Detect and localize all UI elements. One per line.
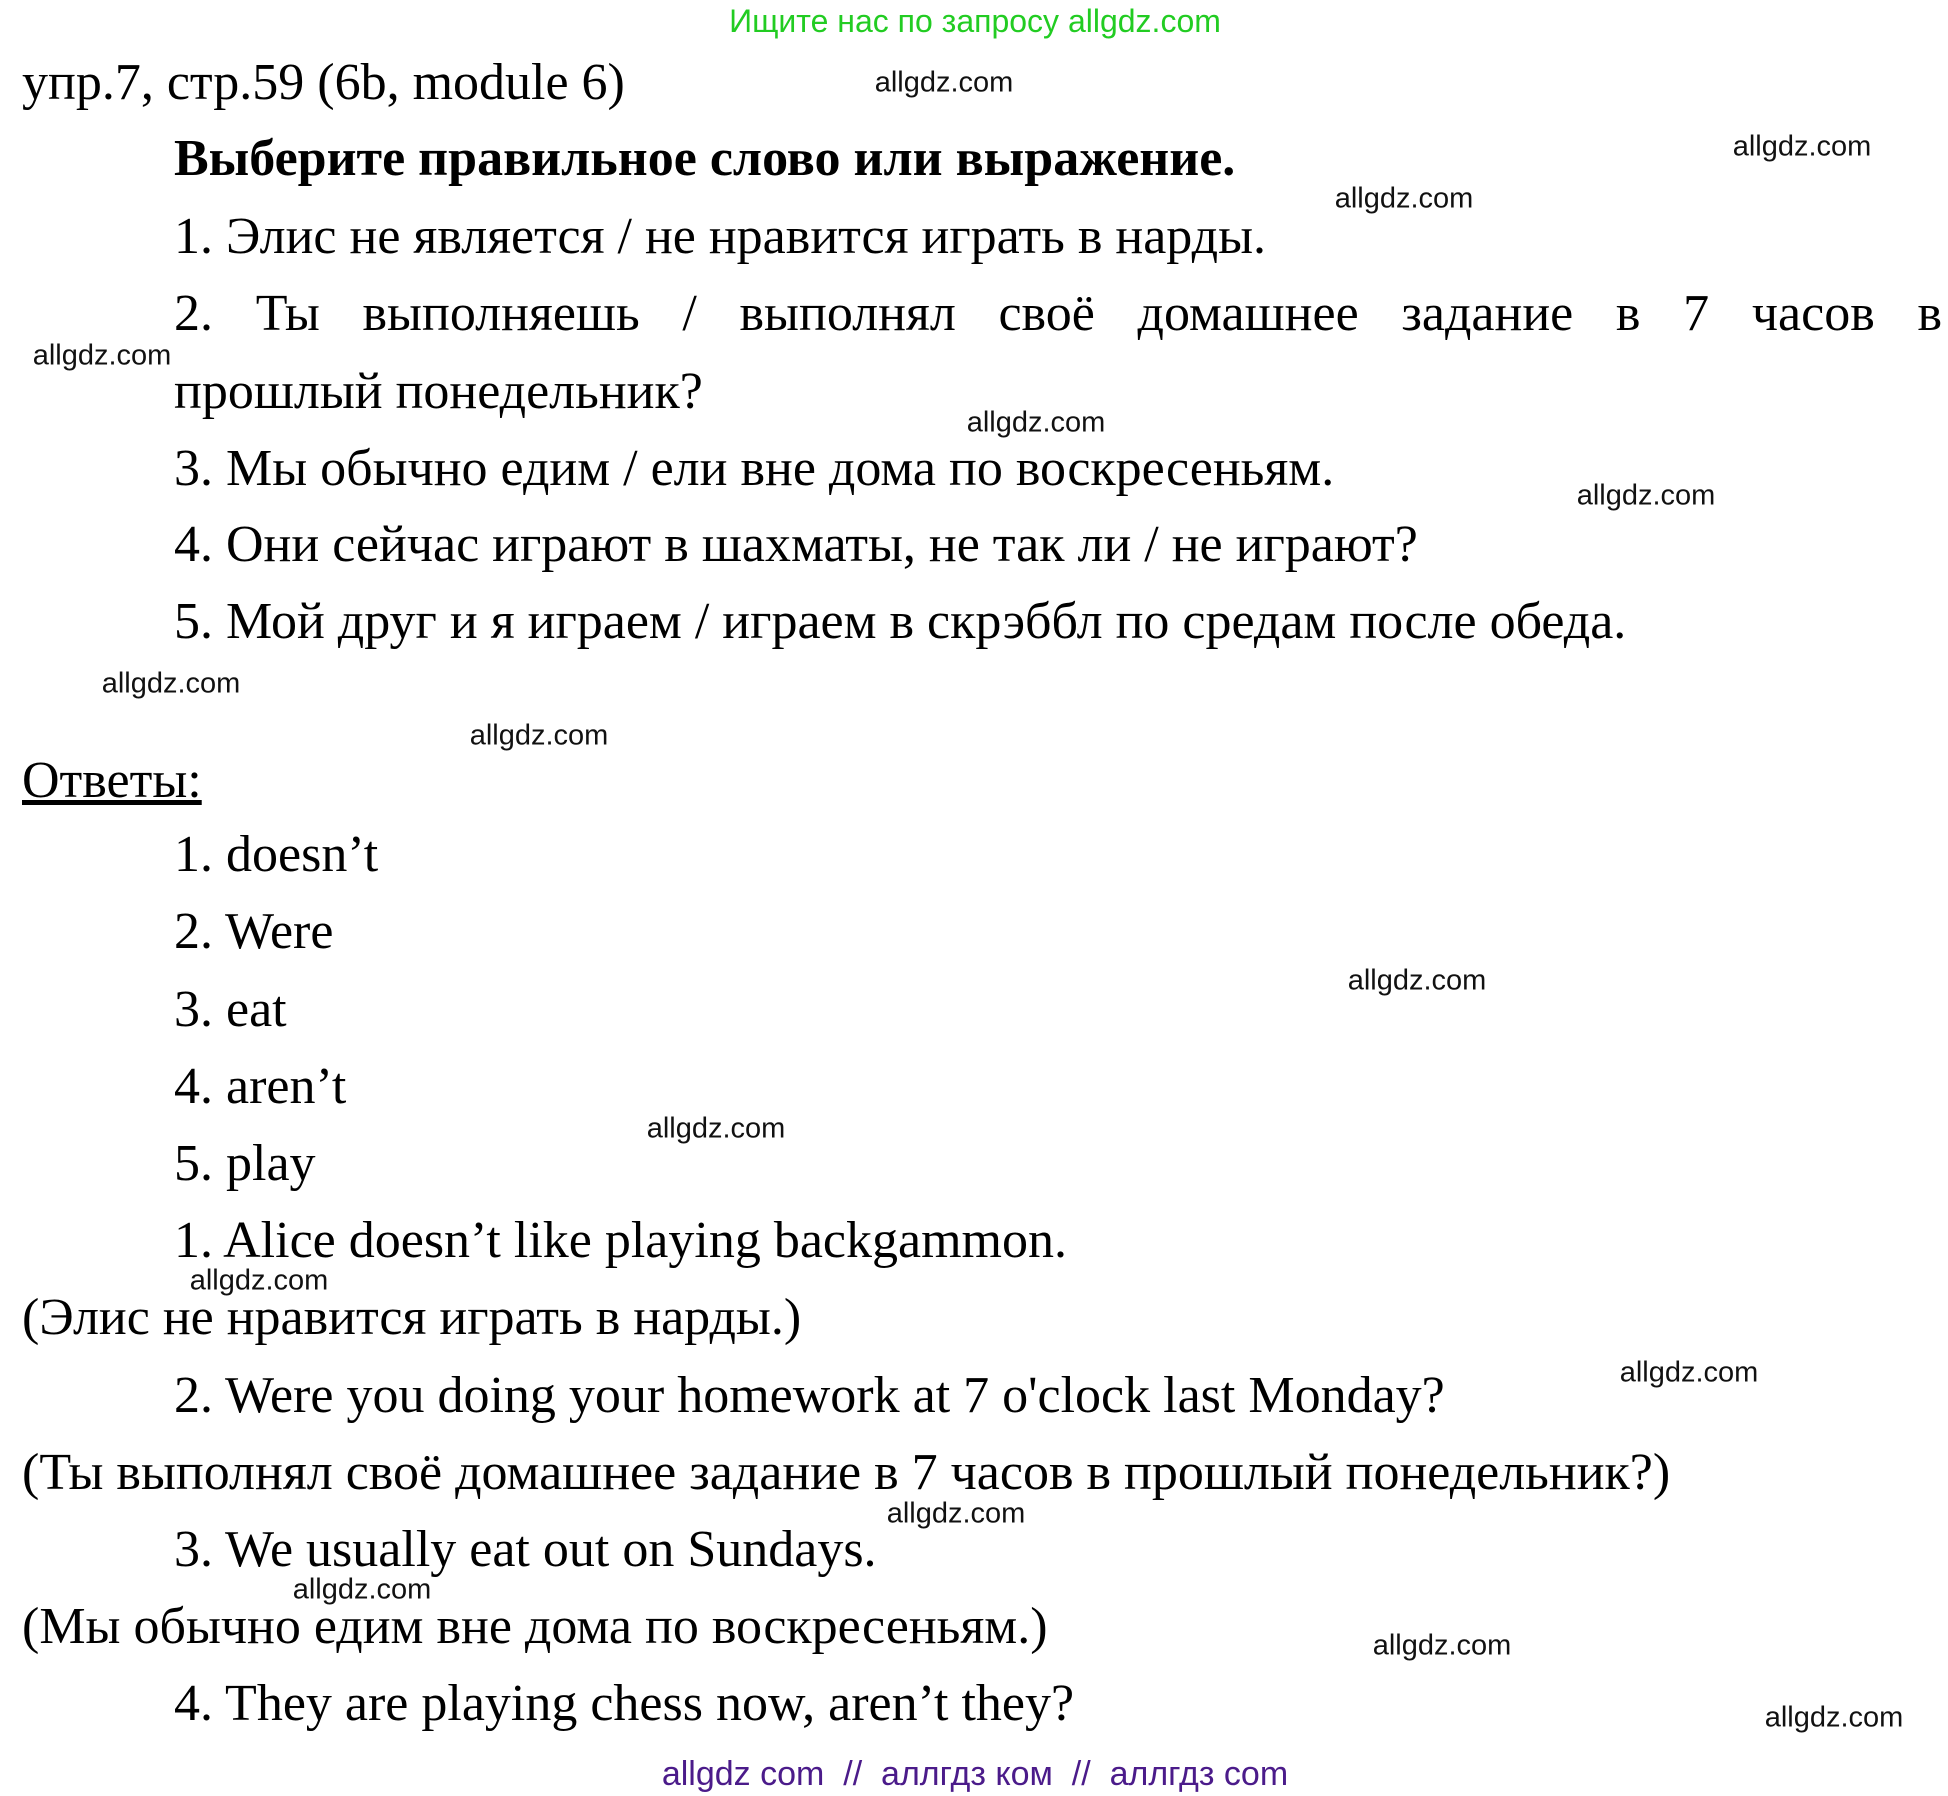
watermark: allgdz.com [1619,1356,1759,1389]
footer-links: allgdz com // аллгдз ком // аллгдз com [661,1755,1289,1793]
watermark: allgdz.com [646,1112,786,1145]
answer-translation: (Ты выполнял своё домашнее задание в 7 часов в прошлый понедельник?) [22,1444,1671,1501]
watermark: allgdz.com [1347,964,1487,997]
short-answer: 2. Were [174,903,334,960]
answer-translation: (Элис не нравится играть в нарды.) [22,1289,802,1346]
watermark: allgdz.com [32,339,172,372]
watermark: allgdz.com [966,406,1106,439]
watermark: allgdz.com [874,66,1014,99]
task-item-1: 1. Элис не является / не нравится играть в нарды. [174,208,1266,265]
short-answer: 3. eat [174,981,287,1038]
short-answer: 5. play [174,1135,316,1192]
watermark: allgdz.com [101,667,241,700]
short-answer: 1. doesn’t [174,826,379,883]
answers-heading: Ответы: [22,752,202,809]
watermark: allgdz.com [469,719,609,752]
short-answer: 4. aren’t [174,1058,347,1115]
watermark: allgdz.com [886,1497,1026,1530]
task-item-5: 5. Мой друг и я играем / играем в скрэббл по средам после обеда. [174,593,1627,650]
watermark: allgdz.com [189,1264,329,1297]
watermark: allgdz.com [292,1573,432,1606]
watermark: allgdz.com [1576,479,1716,512]
task-item-3: 3. Мы обычно едим / ели вне дома по воскресеньям. [174,440,1335,497]
task-item-2: 2. Ты выполняешь / выполнял своё домашнее задание в 7 часов в [174,285,1942,342]
answer-translation: (Мы обычно едим вне дома по воскресеньям.) [22,1598,1048,1655]
task-item-4: 4. Они сейчас играют в шахматы, не так ли / не играют? [174,516,1418,573]
task-heading: Выберите правильное слово или выражение. [174,130,1236,187]
answer-sentence: 3. We usually eat out on Sundays. [174,1521,877,1578]
search-banner: Ищите нас по запросу allgdz.com [729,3,1221,39]
watermark: allgdz.com [1732,130,1872,163]
answer-sentence: 4. They are playing chess now, aren’t they? [174,1675,1075,1732]
answer-sentence: 2. Were you doing your homework at 7 o'clock last Monday? [174,1367,1445,1424]
task-item-2-cont: прошлый понедельник? [174,363,703,420]
watermark: allgdz.com [1764,1701,1904,1734]
answer-sentence: 1. Alice doesn’t like playing backgammon. [174,1212,1067,1269]
watermark: allgdz.com [1334,182,1474,215]
watermark: allgdz.com [1372,1629,1512,1662]
exercise-title: упр.7, стр.59 (6b, module 6) [22,54,625,111]
